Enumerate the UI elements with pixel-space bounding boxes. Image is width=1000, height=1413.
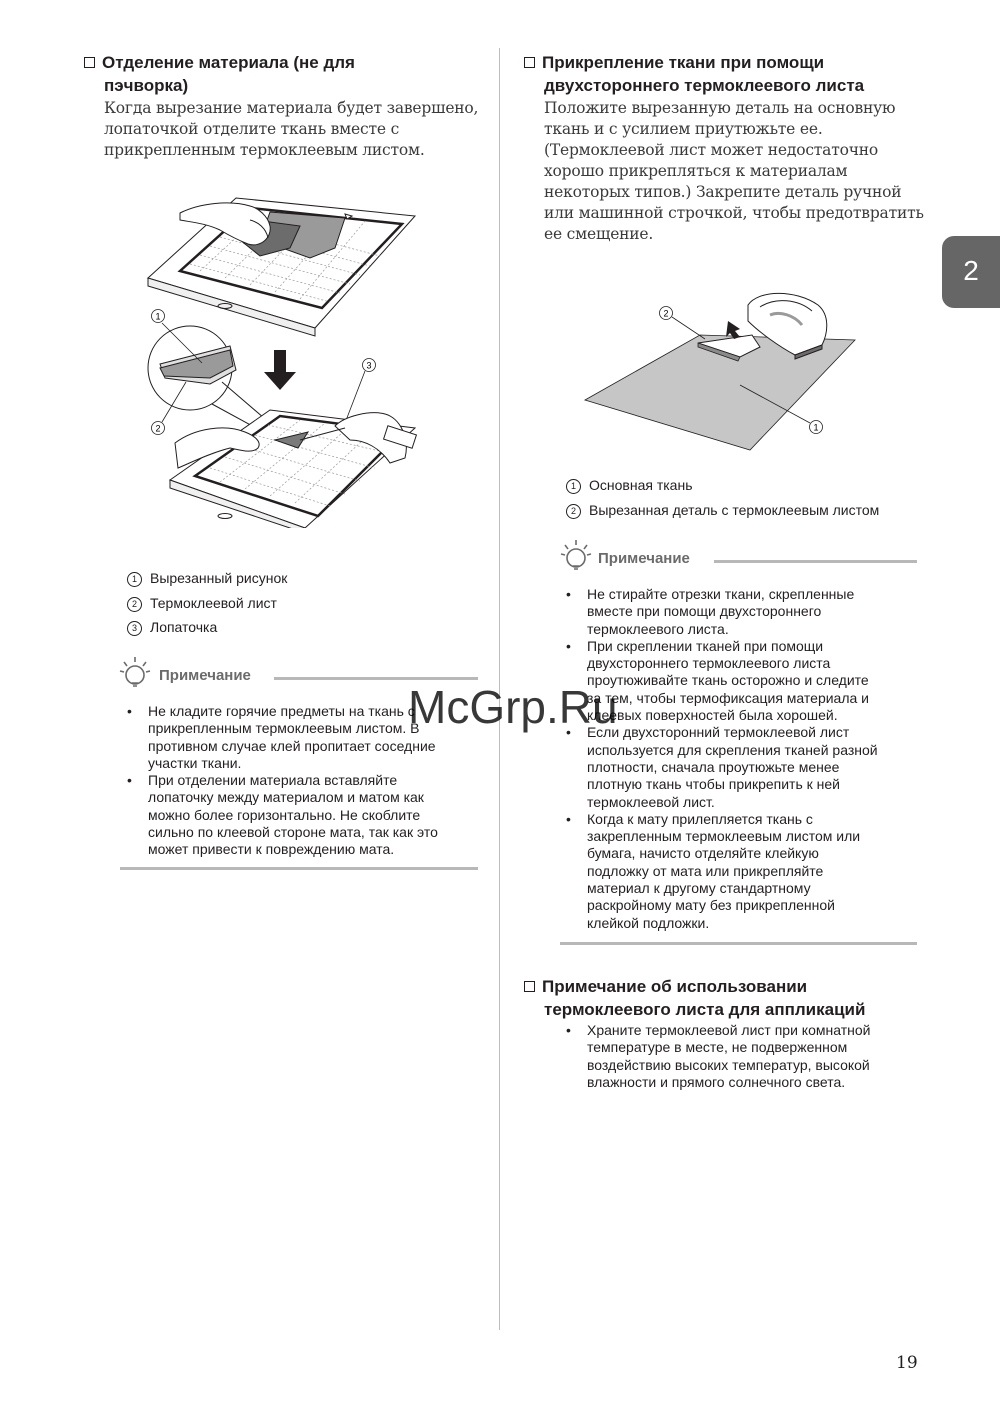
callout-label-1: 1 [155, 311, 161, 322]
note-item: • Не кладите горячие предметы на ткань с прикрепленным термоклеевым листом. В противном случае клей пропитает соседние участки ткани. [121, 703, 481, 772]
page-number: 19 [896, 1353, 918, 1373]
right-legend [566, 473, 936, 522]
right-section-heading: Прикрепление ткани при помощи двухстороннего термоклеевого листа [524, 51, 944, 97]
left-legend [127, 566, 477, 640]
legend-item: 1 Вырезанный рисунок [127, 566, 477, 591]
chapter-number: 2 [963, 255, 979, 286]
callout-label-2: 2 [155, 423, 161, 434]
left-note-rule-bottom [120, 867, 478, 870]
note-item: • Не стирайте отрезки ткани, скрепленные вместе при помощи двухстороннего термоклеевого листа. [560, 586, 930, 638]
checkbox-icon [524, 57, 535, 68]
note-item: • Если двухсторонний термоклеевой лист используется для скрепления тканей разной плотности, сначала проутюжьте менее плотную ткань чтобы прикрепить к ней термоклеевой лист. [560, 724, 930, 810]
peel-material-illustration [140, 178, 430, 528]
right-intro: Положите вырезанную деталь на основную ткань и с усилием приутюжьте ее. (Термоклеевой лист может недостаточно хорошо прикрепляться к материалам некоторых типов.) Закрепите деталь ручной или машинной строчкой, чтобы предотвратить ее смещение. [544, 99, 924, 243]
note-item: • Храните термоклеевой лист при комнатной температуре в месте, не подверженном воздействию высоких температур, высокой влажности и прямого солнечного света. [560, 1022, 930, 1091]
ironing-illustration [580, 285, 860, 455]
lightbulb-icon [118, 654, 154, 690]
note-item: • При отделении материала вставляйте лопаточку между материалом и матом как можно более горизонтально. Не скоблите сильно по клеевой стороне мата, так как это может привести к повреждению мата. [121, 772, 481, 858]
chapter-tab [942, 236, 1000, 308]
callout-label-3: 3 [366, 360, 372, 371]
right-storage-list [560, 1022, 930, 1091]
right-note-list [560, 586, 930, 932]
legend-item: 2 Вырезанная деталь с термоклеевым листом [566, 498, 936, 523]
legend-item: 3 Лопаточка [127, 615, 477, 640]
left-intro: Когда вырезание материала будет завершено, лопаточкой отделите ткань вместе с прикрепленным термоклеевым листом. [104, 99, 479, 159]
right-section-heading-2: Примечание об использовании термоклеевого листа для аппликаций [524, 975, 944, 1021]
left-note-title: Примечание [159, 667, 251, 684]
left-section-heading: Отделение материала (не для пэчворка) [84, 51, 484, 97]
lightbulb-icon [559, 537, 595, 573]
checkbox-icon [84, 57, 95, 68]
down-arrow-icon [264, 350, 296, 390]
callout-label-1: 1 [813, 422, 819, 433]
checkbox-icon [524, 981, 535, 992]
legend-item: 2 Термоклеевой лист [127, 591, 477, 616]
note-item: • Когда к мату прилепляется ткань с закрепленным термоклеевым листом или бумага, начисто отделяйте клейкую подложку от мата или прикрепляйте материал к другому стандартному раскройному мату без прикрепленной клейкой подложки. [560, 811, 930, 932]
note-item: • При скреплении тканей при помощи двухстороннего термоклеевого листа проутюживайте ткань осторожно и следите за тем, чтобы термофиксация материала и клеевых поверхностей была хорошей. [560, 638, 930, 724]
legend-item: 1 Основная ткань [566, 473, 936, 498]
callout-label-2: 2 [663, 308, 669, 319]
right-note-title: Примечание [598, 550, 690, 567]
right-note-rule-bottom [560, 942, 917, 945]
right-note-rule-top [714, 560, 917, 563]
watermark: McGrp.Ru [408, 681, 618, 733]
